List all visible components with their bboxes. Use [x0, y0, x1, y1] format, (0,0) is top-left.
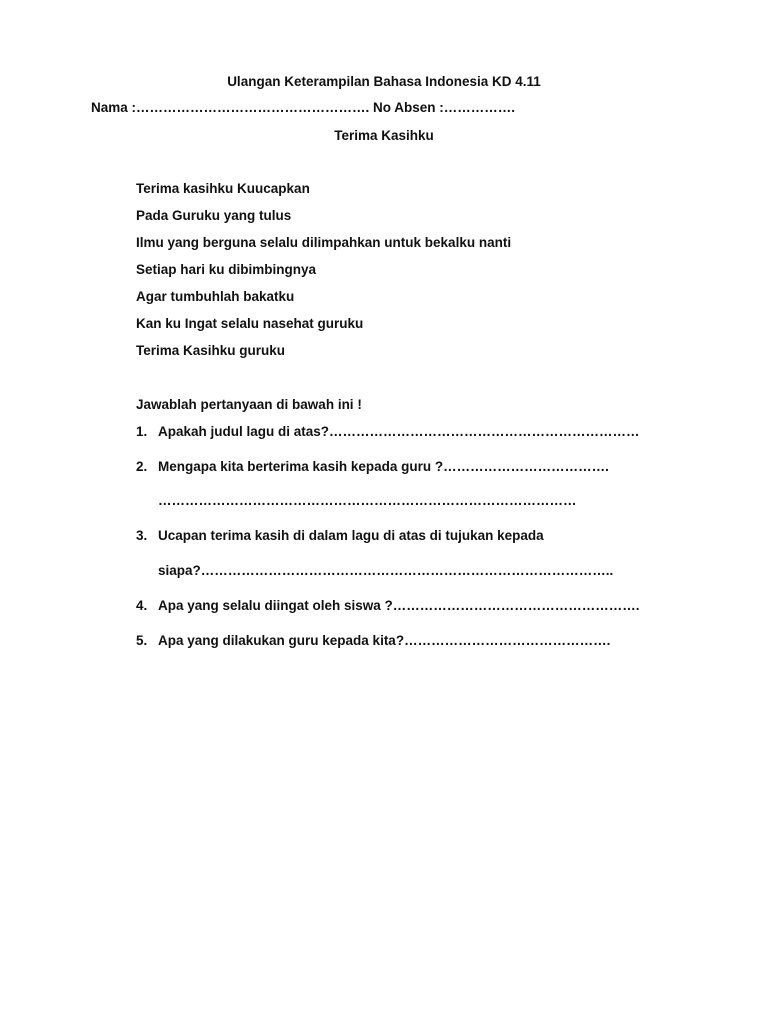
poem-line: Pada Guruku yang tulus	[136, 208, 292, 223]
question-text: Apa yang selalu diingat oleh siswa ?……………………………………………….	[158, 598, 640, 613]
question-text: Ucapan terima kasih di dalam lagu di atas di tujukan kepada	[158, 528, 544, 543]
name-and-absen-line: Nama :……………………………………………. No Absen :…………….	[91, 100, 516, 115]
poem-line: Kan ku Ingat selalu nasehat guruku	[136, 316, 364, 331]
poem-title: Terima Kasihku	[334, 128, 434, 143]
question-number: 2.	[136, 459, 148, 474]
poem-line: Terima Kasihku guruku	[136, 343, 286, 358]
question-number: 5.	[136, 633, 148, 648]
question-2-answer-line: …………………………………………………………………………………	[158, 493, 577, 508]
poem-line: Terima kasihku Kuucapkan	[136, 181, 310, 196]
question-number: 1.	[136, 424, 148, 439]
question-4	[136, 597, 640, 615]
question-2	[136, 458, 609, 476]
question-1	[136, 423, 640, 441]
question-number: 3.	[136, 528, 148, 543]
worksheet-title: Ulangan Keterampilan Bahasa Indonesia KD 4.11	[227, 74, 541, 89]
question-3	[136, 527, 544, 545]
poem-line: Agar tumbuhlah bakatku	[136, 289, 295, 304]
questions-instruction: Jawablah pertanyaan di bawah ini !	[136, 397, 362, 412]
question-text: Mengapa kita berterima kasih kepada guru ?……………………………….	[158, 459, 609, 474]
question-3-continuation: siapa?………………………………………………………………………………..	[158, 563, 614, 578]
question-text: Apa yang dilakukan guru kepada kita?……………………………………….	[158, 633, 611, 648]
question-5	[136, 632, 610, 650]
poem-line: Ilmu yang berguna selalu dilimpahkan untuk bekalku nanti	[136, 235, 512, 250]
poem-body	[136, 180, 511, 369]
poem-line: Setiap hari ku dibimbingnya	[136, 262, 317, 277]
question-text: Apakah judul lagu di atas?……………………………………………………………	[158, 424, 640, 439]
question-number: 4.	[136, 598, 148, 613]
